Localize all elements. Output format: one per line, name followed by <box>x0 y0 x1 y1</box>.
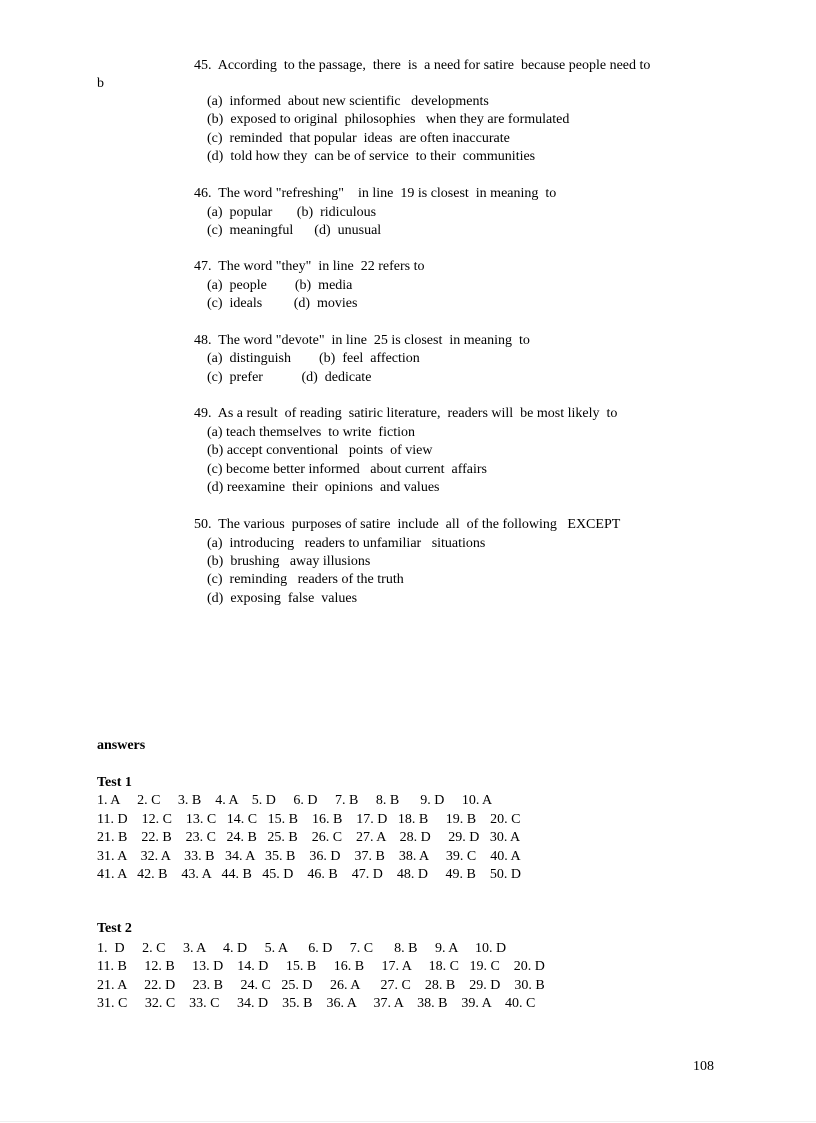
question-48-options-row-1: (a) distinguish (b) feel affection <box>207 351 420 366</box>
question-45-option-d: (d) told how they can be of service to their communities <box>207 149 536 164</box>
question-48-stem: 48. The word "devote" in line 25 is closest in meaning to <box>194 333 530 348</box>
test-2-answer-row: 11. B 12. B 13. D 14. D 15. B 16. B 17. A 18. C 19. C 20. D <box>97 959 545 974</box>
test-1-answer-row: 31. A 32. A 33. B 34. A 35. B 36. D 37. B 38. A 39. C 40. A <box>97 849 521 864</box>
test-1-answer-row: 41. A 42. B 43. A 44. B 45. D 46. B 47. D 48. D 49. B 50. D <box>97 867 521 882</box>
test-2-title: Test 2 <box>97 921 132 936</box>
question-49-option-c: (c) become better informed about current affairs <box>207 462 487 477</box>
question-46-options-row-2: (c) meaningful (d) unusual <box>207 223 382 238</box>
question-50-option-c: (c) reminding readers of the truth <box>207 572 404 587</box>
question-46-options-row-1: (a) popular (b) ridiculous <box>207 205 377 220</box>
test-1-answer-row: 21. B 22. B 23. C 24. B 25. B 26. C 27. A 28. D 29. D 30. A <box>97 830 521 845</box>
question-49-option-a: (a) teach themselves to write fiction <box>207 425 415 440</box>
question-45-stem-overflow: b <box>97 76 104 91</box>
answers-heading: answers <box>97 738 146 753</box>
question-45-option-c: (c) reminded that popular ideas are often inaccurate <box>207 131 510 146</box>
question-45-option-a: (a) informed about new scientific developments <box>207 94 489 109</box>
question-45-option-b: (b) exposed to original philosophies when they are formulated <box>207 112 570 127</box>
test-1-answer-row: 11. D 12. C 13. C 14. C 15. B 16. B 17. D 18. B 19. B 20. C <box>97 812 521 827</box>
question-49-option-d: (d) reexamine their opinions and values <box>207 480 440 495</box>
question-49-stem: 49. As a result of reading satiric literature, readers will be most likely to <box>194 406 618 421</box>
test-2-answer-row: 21. A 22. D 23. B 24. C 25. D 26. A 27. C 28. B 29. D 30. B <box>97 978 545 993</box>
question-48-options-row-2: (c) prefer (d) dedicate <box>207 370 372 385</box>
question-50-stem: 50. The various purposes of satire include all of the following EXCEPT <box>194 517 621 532</box>
question-46-stem: 46. The word "refreshing" in line 19 is closest in meaning to <box>194 186 557 201</box>
test-2-answer-row: 31. C 32. C 33. C 34. D 35. B 36. A 37. A 38. B 39. A 40. C <box>97 996 536 1011</box>
page-bottom-edge <box>0 1121 816 1122</box>
question-50-option-a: (a) introducing readers to unfamiliar situations <box>207 536 486 551</box>
test-2-answer-row: 1. D 2. C 3. A 4. D 5. A 6. D 7. C 8. B 9. A 10. D <box>97 941 507 956</box>
question-47-stem: 47. The word "they" in line 22 refers to <box>194 259 425 274</box>
question-45-stem: 45. According to the passage, there is a need for satire because people need to <box>194 58 651 73</box>
question-50-option-d: (d) exposing false values <box>207 591 358 606</box>
test-1-answer-row: 1. A 2. C 3. B 4. A 5. D 6. D 7. B 8. B 9. D 10. A <box>97 793 493 808</box>
test-1-title: Test 1 <box>97 775 132 790</box>
page-number: 108 <box>693 1059 714 1074</box>
question-50-option-b: (b) brushing away illusions <box>207 554 371 569</box>
question-47-options-row-2: (c) ideals (d) movies <box>207 296 358 311</box>
question-49-option-b: (b) accept conventional points of view <box>207 443 433 458</box>
question-47-options-row-1: (a) people (b) media <box>207 278 353 293</box>
